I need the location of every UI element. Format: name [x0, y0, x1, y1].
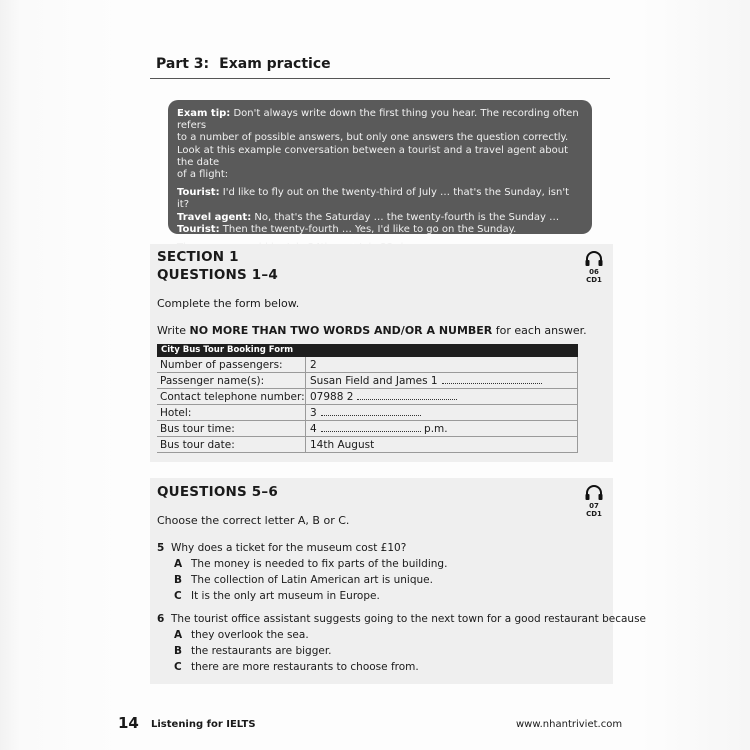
- question-5-text: Why does a ticket for the museum cost £10?: [171, 542, 407, 554]
- section-2-title: QUESTIONS 5–6: [157, 484, 278, 500]
- form-value-text: 2: [310, 358, 317, 371]
- time-suffix: p.m.: [424, 423, 448, 435]
- dialogue-line-2: [177, 212, 582, 224]
- form-value: [306, 421, 578, 437]
- option-text: there are more restaurants to choose from.: [191, 661, 419, 673]
- page-number: 14: [118, 714, 139, 732]
- question-number-5: 5: [157, 542, 165, 554]
- tip-text-1: Don't always write down the first thing you hear. The recording often refers: [177, 108, 579, 132]
- book-title: Listening for IELTS: [151, 719, 256, 730]
- answer-blank-3[interactable]: [321, 406, 421, 416]
- option-letter: B: [174, 574, 183, 586]
- form-label: Hotel:: [157, 405, 306, 421]
- form-value-text: 07988 2: [310, 391, 354, 403]
- form-label: Passenger name(s):: [157, 373, 306, 389]
- speaker-travel-agent: Travel agent:: [177, 211, 252, 223]
- publisher-url[interactable]: www.nhantriviet.com: [516, 719, 623, 730]
- part-label: Part 3:: [156, 56, 210, 72]
- option-6b[interactable]: [174, 645, 332, 657]
- option-letter: C: [174, 661, 182, 673]
- cd-track-number: 07: [589, 502, 599, 510]
- option-5a[interactable]: [174, 558, 447, 570]
- speaker-tourist-2: Tourist:: [177, 223, 220, 235]
- option-letter: A: [174, 629, 183, 641]
- option-letter: A: [174, 558, 183, 570]
- dialogue-line-1: [177, 187, 582, 211]
- cd-track-number: 06: [589, 268, 599, 276]
- option-6a[interactable]: [174, 629, 309, 641]
- answer-blank-1[interactable]: [442, 374, 542, 384]
- option-text: The collection of Latin American art is unique.: [191, 574, 433, 586]
- option-text: The money is needed to fix parts of the building.: [191, 558, 448, 570]
- part-heading: Exam practice: [219, 56, 331, 72]
- question-6-text: The tourist office assistant suggests going to the next town for a good restaurant because: [171, 613, 646, 625]
- option-text: they overlook the sea.: [191, 629, 309, 641]
- tip-text-4: of a flight:: [177, 169, 229, 181]
- form-label: Bus tour date:: [157, 437, 306, 453]
- booking-form: [157, 344, 578, 453]
- tip-text-3: Look at this example conversation between a tourist and a travel agent about the date: [177, 144, 568, 168]
- form-row: [157, 437, 578, 453]
- option-5b[interactable]: [174, 574, 433, 586]
- form-value-text: 14th August: [310, 438, 375, 451]
- question-number-6: 6: [157, 613, 165, 625]
- section-1-title: SECTION 1: [157, 249, 239, 265]
- form-value-text: 4: [310, 423, 317, 435]
- option-6c[interactable]: [174, 661, 419, 673]
- word-limit-instruction: [157, 324, 587, 337]
- tip-text-2: to a number of possible answers, but only one answers the question correctly.: [177, 132, 569, 144]
- tip-lead: Exam tip:: [177, 108, 231, 119]
- cd-label: CD1: [586, 510, 602, 518]
- part-divider: [150, 78, 610, 79]
- form-label: Contact telephone number:: [157, 389, 306, 405]
- audio-track-06: [582, 250, 606, 284]
- exam-tip-box: [168, 100, 592, 234]
- option-letter: C: [174, 590, 182, 602]
- form-value: [306, 437, 578, 453]
- tip-line-1: [177, 108, 582, 132]
- section-1-subtitle: QUESTIONS 1–4: [157, 267, 278, 283]
- headphones-icon: [584, 484, 604, 501]
- answer-blank-2[interactable]: [357, 390, 457, 400]
- form-title: City Bus Tour Booking Form: [157, 344, 578, 357]
- option-text: It is the only art museum in Europe.: [191, 590, 380, 602]
- write-pre: Write: [157, 324, 190, 337]
- audio-track-07: [582, 484, 606, 518]
- form-row: [157, 405, 578, 421]
- form-value-text: 3: [310, 407, 317, 419]
- section-2-instruction: Choose the correct letter A, B or C.: [157, 514, 350, 527]
- dialogue-text-3: Then the twenty-fourth … Yes, I'd like to go on the Sunday.: [219, 223, 517, 235]
- dialogue-line-3: [177, 224, 582, 236]
- form-row: [157, 421, 578, 437]
- form-row: [157, 357, 578, 373]
- option-letter: B: [174, 645, 183, 657]
- form-value: [306, 357, 578, 373]
- form-row: [157, 389, 578, 405]
- dialogue-text-1: I'd like to fly out on the twenty-third of July … that's the Sunday, isn't it?: [177, 187, 570, 211]
- form-value-text: Susan Field and James 1: [310, 375, 438, 387]
- form-label: Bus tour time:: [157, 421, 306, 437]
- section-1-instruction: Complete the form below.: [157, 297, 300, 310]
- speaker-tourist: Tourist:: [177, 187, 220, 199]
- headphones-icon: [584, 250, 604, 267]
- answer-blank-4[interactable]: [321, 422, 421, 432]
- option-5c[interactable]: [174, 590, 380, 602]
- dialogue-text-2: No, that's the Saturday … the twenty-fourth is the Sunday …: [251, 211, 560, 223]
- form-value: [306, 373, 578, 389]
- form-value: [306, 405, 578, 421]
- form-label: Number of passengers:: [157, 357, 306, 373]
- form-table: [157, 357, 578, 453]
- form-value: [306, 389, 578, 405]
- form-row: [157, 373, 578, 389]
- option-text: the restaurants are bigger.: [191, 645, 332, 657]
- part-title: [156, 56, 331, 72]
- write-post: for each answer.: [492, 324, 587, 337]
- cd-label: CD1: [586, 276, 602, 284]
- write-limit: NO MORE THAN TWO WORDS AND/OR A NUMBER: [189, 324, 493, 337]
